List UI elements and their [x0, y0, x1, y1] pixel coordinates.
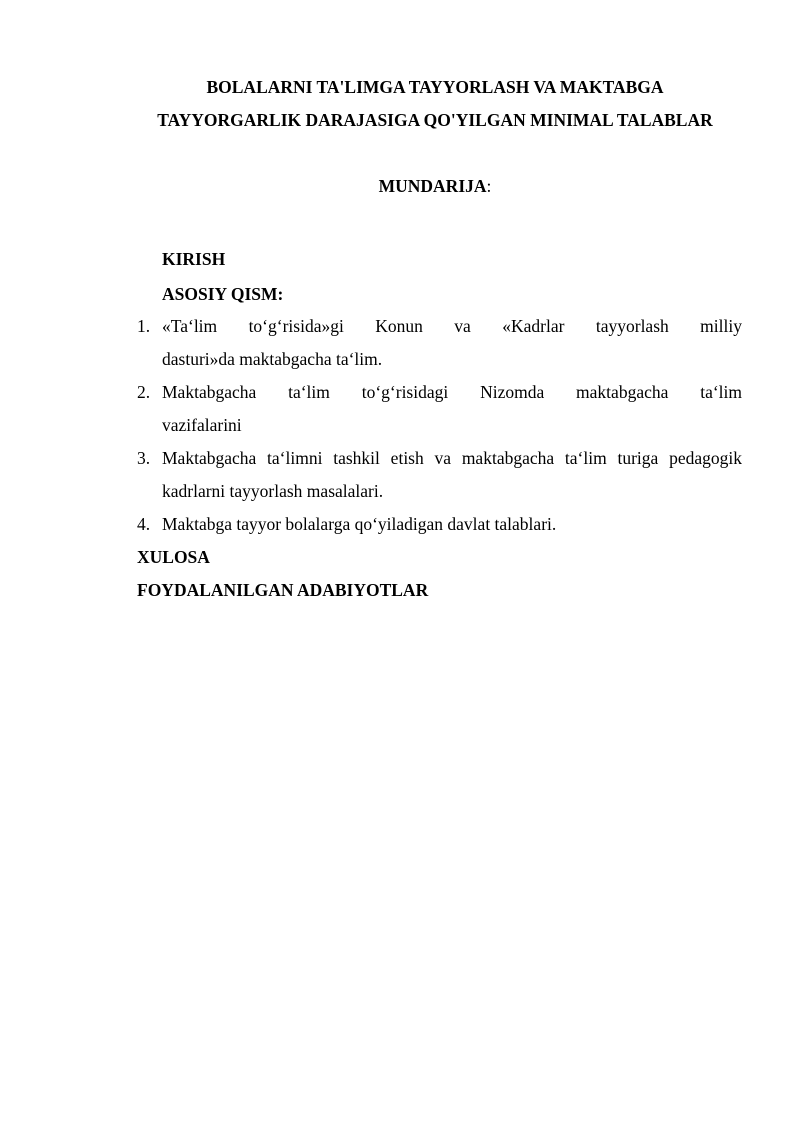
toc-main-part: ASOSIY QISM:	[162, 284, 284, 304]
toc-item-number: 4.	[137, 514, 151, 534]
toc-item-text-line-2: vazifalarini	[162, 415, 242, 435]
toc-intro: KIRISH	[162, 249, 226, 269]
toc-item-text-line-1: Maktabga tayyor bolalarga qo‘yiladigan davlat talablari.	[162, 514, 557, 534]
toc-item-number: 1.	[137, 316, 151, 336]
toc-conclusion: XULOSA	[137, 547, 210, 567]
document-title-line-2: TAYYORGARLIK DARAJASIGA QO'YILGAN MINIMAL TALABLAR	[157, 110, 713, 130]
toc-references: FOYDALANILGAN ADABIYOTLAR	[137, 580, 429, 600]
toc-item-number: 3.	[137, 448, 151, 468]
toc-item-text-line-2: dasturi»da maktabgacha ta‘lim.	[162, 349, 383, 369]
toc-heading	[90, 176, 780, 196]
document-title-line-1: BOLALARNI TA'LIMGA TAYYORLASH VA MAKTABGA	[206, 77, 664, 97]
toc-item-text-line-1: Maktabgacha ta‘limni tashkil etish va maktabgacha ta‘lim turiga pedagogik	[162, 448, 742, 468]
toc-item-text-line-1: «Ta‘lim to‘g‘risida»gi Konun va «Kadrlar tayyorlash milliy	[162, 316, 742, 336]
toc-item-text-line-1: Maktabgacha ta‘lim to‘g‘risidagi Nizomda maktabgacha ta‘lim	[162, 382, 742, 402]
toc-heading-text: MUNDARIJA	[378, 176, 487, 196]
toc-item-text-line-2: kadrlarni tayyorlash masalalari.	[162, 481, 384, 501]
toc-heading-colon: :	[486, 176, 492, 196]
toc-item-number: 2.	[137, 382, 151, 402]
